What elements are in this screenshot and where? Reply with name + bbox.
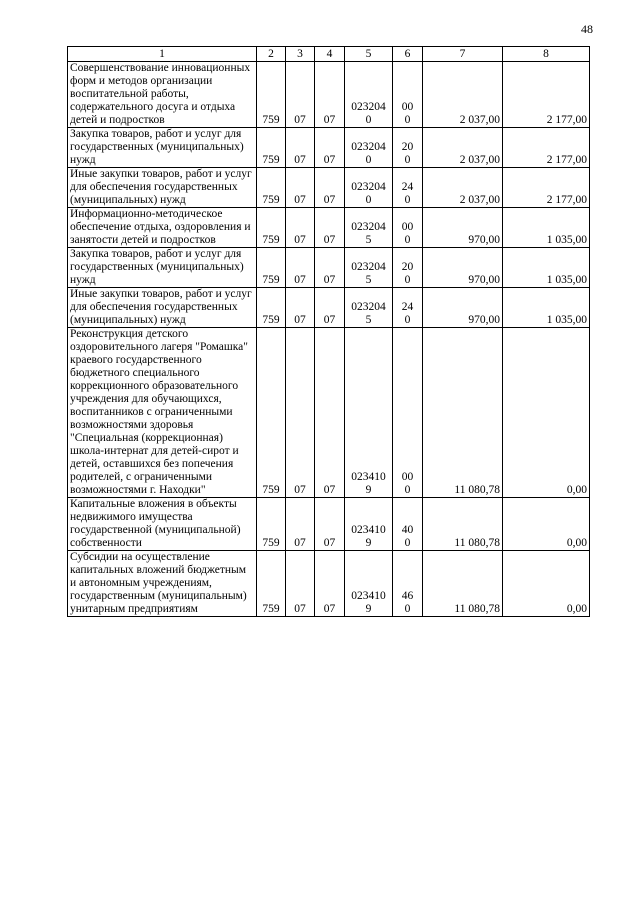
- subsection-cell: 07: [315, 328, 345, 498]
- row-name-cell: Закупка товаров, работ и услуг для государственных (муниципальных) нужд: [68, 248, 257, 288]
- subsection-cell: 07: [315, 248, 345, 288]
- grbs-cell: 759: [257, 551, 286, 617]
- row-name-cell: Субсидии на осуществление капитальных вложений бюджетным и автономным учреждениям, государственным (муниципальным) унитарным предприятиям: [68, 551, 257, 617]
- subsection-cell: 07: [315, 208, 345, 248]
- table-row: [68, 248, 590, 288]
- amount-year1-cell: 2 037,00: [423, 168, 503, 208]
- amount-year1-cell: 11 080,78: [423, 498, 503, 551]
- section-cell: 07: [286, 128, 315, 168]
- amount-year1-cell: 11 080,78: [423, 551, 503, 617]
- expense-type-cell: 00 0: [393, 62, 423, 128]
- expense-type-cell: 20 0: [393, 128, 423, 168]
- row-name-cell: Капитальные вложения в объекты недвижимого имущества государственной (муниципальной) собственности: [68, 498, 257, 551]
- row-name-cell: Информационно-методическое обеспечение отдыха, оздоровления и занятости детей и подростков: [68, 208, 257, 248]
- table-row: [68, 168, 590, 208]
- row-name-cell: Иные закупки товаров, работ и услуг для обеспечения государственных (муниципальных) нужд: [68, 288, 257, 328]
- amount-year2-cell: 2 177,00: [503, 62, 590, 128]
- target-code-cell: 023204 5: [345, 288, 393, 328]
- amount-year2-cell: 1 035,00: [503, 208, 590, 248]
- row-name-cell: Совершенствование инновационных форм и методов организации воспитательной работы, содержательного досуга и отдыха детей и подростков: [68, 62, 257, 128]
- target-code-cell: 023204 0: [345, 168, 393, 208]
- grbs-cell: 759: [257, 498, 286, 551]
- section-cell: 07: [286, 62, 315, 128]
- grbs-cell: 759: [257, 288, 286, 328]
- table-row: [68, 128, 590, 168]
- table-row: [68, 551, 590, 617]
- grbs-cell: 759: [257, 208, 286, 248]
- page-number: 48: [581, 22, 593, 36]
- budget-table: [67, 46, 590, 617]
- grbs-cell: 759: [257, 62, 286, 128]
- table-row: [68, 288, 590, 328]
- table-header-row: [68, 47, 590, 62]
- column-header: 4: [315, 47, 345, 62]
- table-row: [68, 498, 590, 551]
- expense-type-cell: 46 0: [393, 551, 423, 617]
- amount-year2-cell: 1 035,00: [503, 248, 590, 288]
- target-code-cell: 023204 0: [345, 62, 393, 128]
- section-cell: 07: [286, 168, 315, 208]
- amount-year2-cell: 2 177,00: [503, 168, 590, 208]
- amount-year2-cell: 0,00: [503, 551, 590, 617]
- grbs-cell: 759: [257, 248, 286, 288]
- amount-year2-cell: 0,00: [503, 328, 590, 498]
- table-row: [68, 328, 590, 498]
- column-header: 8: [503, 47, 590, 62]
- amount-year2-cell: 2 177,00: [503, 128, 590, 168]
- subsection-cell: 07: [315, 128, 345, 168]
- column-header: 5: [345, 47, 393, 62]
- section-cell: 07: [286, 498, 315, 551]
- amount-year2-cell: 1 035,00: [503, 288, 590, 328]
- subsection-cell: 07: [315, 498, 345, 551]
- expense-type-cell: 24 0: [393, 168, 423, 208]
- amount-year1-cell: 2 037,00: [423, 62, 503, 128]
- section-cell: 07: [286, 248, 315, 288]
- expense-type-cell: 00 0: [393, 328, 423, 498]
- amount-year1-cell: 970,00: [423, 248, 503, 288]
- target-code-cell: 023204 5: [345, 248, 393, 288]
- amount-year2-cell: 0,00: [503, 498, 590, 551]
- expense-type-cell: 20 0: [393, 248, 423, 288]
- grbs-cell: 759: [257, 328, 286, 498]
- grbs-cell: 759: [257, 168, 286, 208]
- subsection-cell: 07: [315, 168, 345, 208]
- column-header: 2: [257, 47, 286, 62]
- table-row: [68, 208, 590, 248]
- row-name-cell: Закупка товаров, работ и услуг для государственных (муниципальных) нужд: [68, 128, 257, 168]
- expense-type-cell: 24 0: [393, 288, 423, 328]
- target-code-cell: 023204 0: [345, 128, 393, 168]
- section-cell: 07: [286, 551, 315, 617]
- column-header: 6: [393, 47, 423, 62]
- column-header: 7: [423, 47, 503, 62]
- amount-year1-cell: 11 080,78: [423, 328, 503, 498]
- expense-type-cell: 00 0: [393, 208, 423, 248]
- row-name-cell: Реконструкция детского оздоровительного лагеря "Ромашка" краевого государственного бюджетного специального коррекционного образовательного учреждения для обучающихся, воспитанников с ограниченными возможностями здоровья "Специальная (коррекционная) школа-интернат для детей-сирот и детей, оставшихся без попечения родителей, с ограниченными возможностями г. Находки": [68, 328, 257, 498]
- subsection-cell: 07: [315, 62, 345, 128]
- grbs-cell: 759: [257, 128, 286, 168]
- amount-year1-cell: 2 037,00: [423, 128, 503, 168]
- section-cell: 07: [286, 328, 315, 498]
- target-code-cell: 023410 9: [345, 551, 393, 617]
- amount-year1-cell: 970,00: [423, 208, 503, 248]
- amount-year1-cell: 970,00: [423, 288, 503, 328]
- subsection-cell: 07: [315, 288, 345, 328]
- column-header: 3: [286, 47, 315, 62]
- target-code-cell: 023204 5: [345, 208, 393, 248]
- table-row: [68, 62, 590, 128]
- section-cell: 07: [286, 208, 315, 248]
- column-header: 1: [68, 47, 257, 62]
- target-code-cell: 023410 9: [345, 328, 393, 498]
- expense-type-cell: 40 0: [393, 498, 423, 551]
- subsection-cell: 07: [315, 551, 345, 617]
- target-code-cell: 023410 9: [345, 498, 393, 551]
- row-name-cell: Иные закупки товаров, работ и услуг для обеспечения государственных (муниципальных) нужд: [68, 168, 257, 208]
- section-cell: 07: [286, 288, 315, 328]
